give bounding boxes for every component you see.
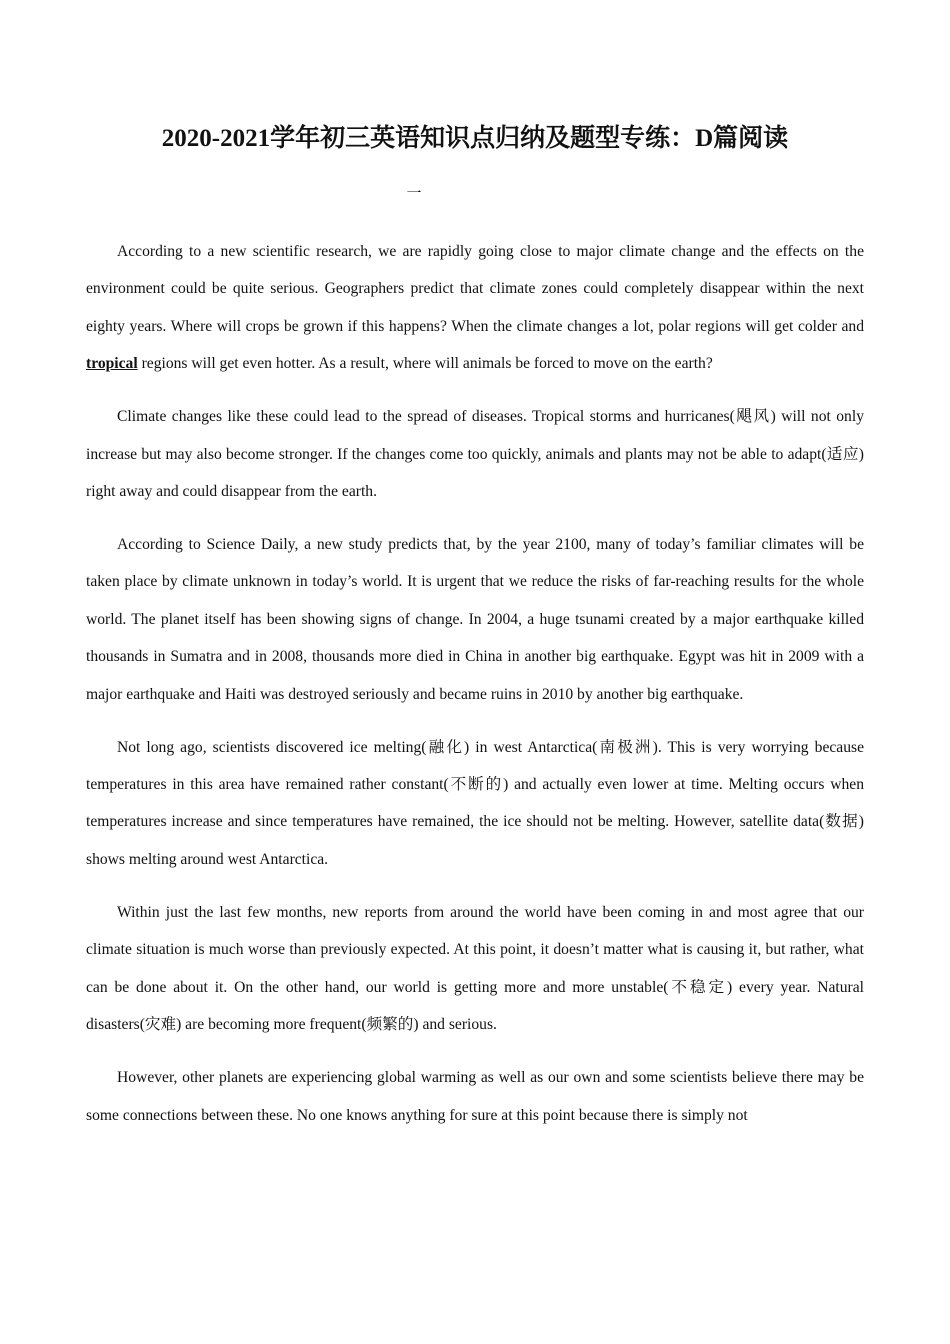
paragraph-1 bbox=[86, 233, 864, 383]
paragraph-5: Within just the last few months, new reports from around the world have been coming in and most agree that our climate situation is much worse than previously expected. At this point, it doesn’t matter what is causing it, but rather, what can be done about it. On the other hand, our world is getting more and more unstable(不稳定) every year. Natural disasters(灾难) are becoming more frequent(频繁的) and serious. bbox=[86, 903, 864, 1034]
paragraph-1-text-start: According to a new scientific research, we are rapidly going close to major climate change and the effects on the environment could be quite serious. Geographers predict that climate zones could completely disappear within the next eighty years. Where will crops be grown if this happens? When the climate changes a lot, polar regions will get colder and bbox=[86, 243, 864, 335]
section-number: 一 bbox=[406, 186, 422, 202]
page-title: 2020-2021学年初三英语知识点归纳及题型专练：D篇阅读 bbox=[161, 125, 789, 152]
paragraph-3: According to Science Daily, a new study predicts that, by the year 2100, many of today’s familiar climates will be taken place by climate unknown in today’s world. It is urgent that we reduce the risks of far-reaching results for the whole world. The planet itself has been showing signs of change. In 2004, a huge tsunami created by a major earthquake killed thousands in Sumatra and in 2008, thousands more died in China in another big earthquake. Egypt was hit in 2009 with a major earthquake and Haiti was destroyed seriously and became ruins in 2010 by another big earthquake. bbox=[86, 536, 864, 703]
paragraph-4: Not long ago, scientists discovered ice melting(融化) in west Antarctica(南极洲). This is very worrying because temperatures in this area have remained rather constant(不断的) and actually even lower at time. Melting occurs when temperatures increase and since temperatures have remained, the ice should not be melting. However, satellite data(数据) shows melting around west Antarctica. bbox=[86, 738, 864, 868]
paragraph-2: Climate changes like these could lead to the spread of diseases. Tropical storms and hurricanes(飓风) will not only increase but may also become stronger. If the changes come too quickly, animals and plants may not be able to adapt(适应) right away and could disappear from the earth. bbox=[86, 408, 864, 501]
paragraph-6: However, other planets are experiencing global warming as well as our own and some scientists believe there may be some connections between these. No one knows anything for sure at this point because there is simply not bbox=[86, 1069, 864, 1124]
paragraph-1-text-end: regions will get even hotter. As a result, where will animals be forced to move on the earth? bbox=[137, 355, 713, 373]
reading-passage bbox=[86, 233, 864, 1150]
underlined-keyword: tropical bbox=[86, 355, 138, 373]
